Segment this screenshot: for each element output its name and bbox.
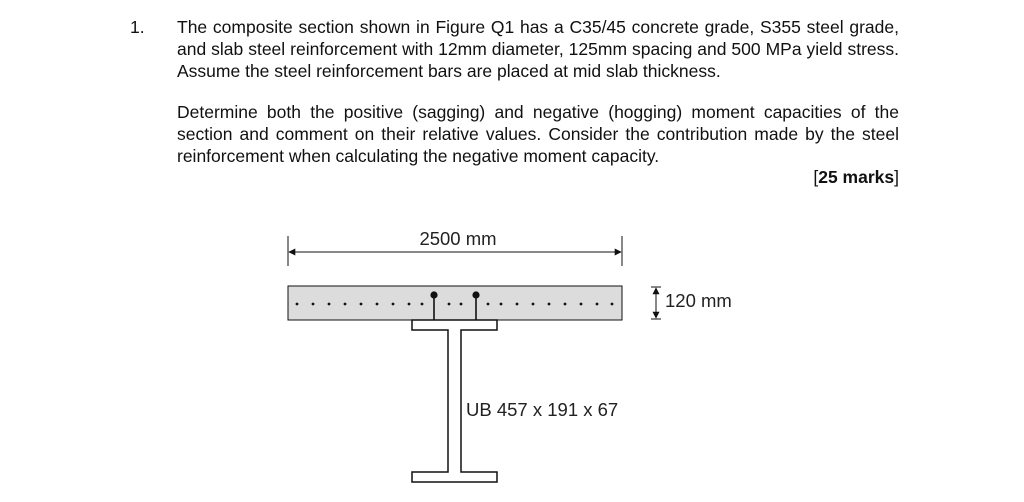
slab-thickness-label: 120 mm [665, 290, 732, 311]
rebar-dot [611, 303, 614, 306]
rebar-dot [408, 303, 411, 306]
rebar-dot [392, 303, 395, 306]
rebar-dot [596, 303, 599, 306]
marks-value: 25 marks [818, 167, 895, 187]
rebar-dot [580, 303, 583, 306]
rebar-dot [376, 303, 379, 306]
rebar-dot [532, 303, 535, 306]
slab-thickness-dimension [651, 287, 732, 319]
rebar-dot [296, 303, 299, 306]
rebar-dot [487, 303, 490, 306]
concrete-slab [288, 286, 622, 320]
question-paragraph-1: The composite section shown in Figure Q1 has a C35/45 concrete grade, S355 steel grade, and slab steel reinforcement with 12mm diameter, 125mm spacing and 500 MPa yield stress. Assume the steel reinforcement bars are placed at mid slab thickness. [177, 17, 899, 81]
slab-width-dimension [288, 228, 622, 266]
question-number: 1. [130, 17, 145, 37]
rebar-dot [460, 303, 463, 306]
rebar-dot [328, 303, 331, 306]
rebar-dot [448, 303, 451, 306]
rebar-dot [500, 303, 503, 306]
slab-width-label: 2500 mm [419, 228, 497, 249]
rebar-dot [548, 303, 551, 306]
marks-open-bracket: [ [813, 167, 819, 187]
rebar-dot [516, 303, 519, 306]
rebar-dot [344, 303, 347, 306]
question-paragraph-2: Determine both the positive (sagging) and negative (hogging) moment capacities of the section and comment on their relative values. Consider the contribution made by the steel reinforcement when calculating the negative moment capacity. [177, 102, 899, 166]
beam-section-label: UB 457 x 191 x 67 [466, 399, 619, 420]
rebar-dot [360, 303, 363, 306]
marks-close-bracket: ] [894, 167, 899, 187]
rebar-dot [312, 303, 315, 306]
rebar-dot [421, 303, 424, 306]
rebar-dot [564, 303, 567, 306]
